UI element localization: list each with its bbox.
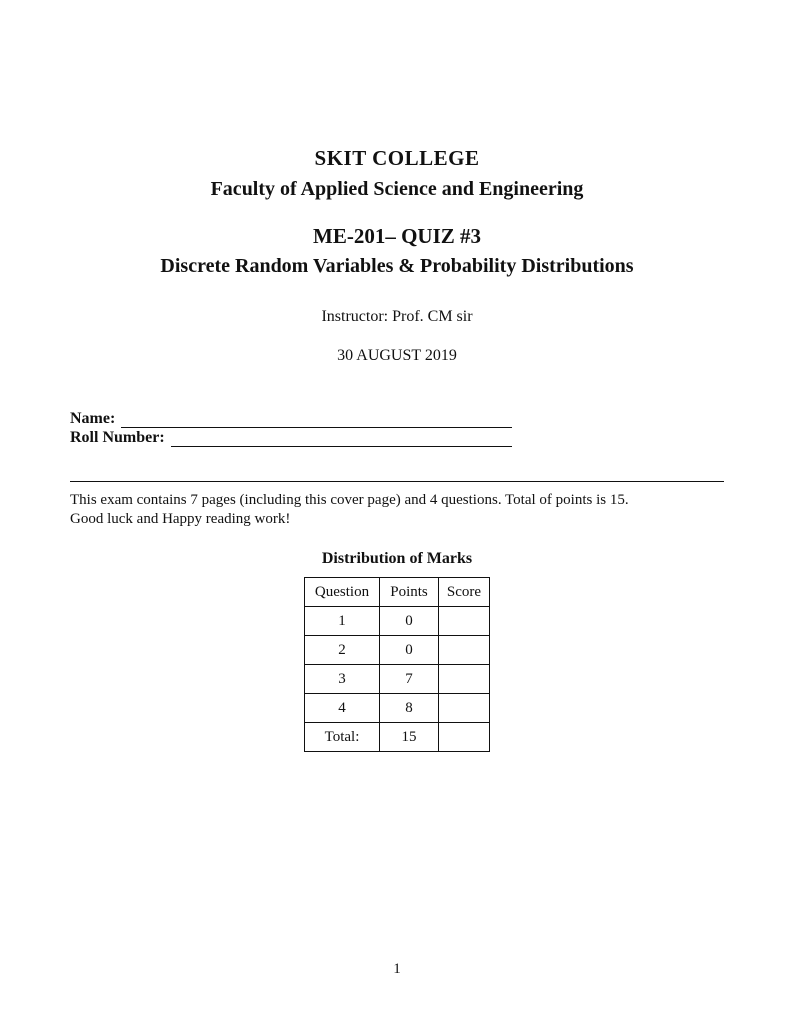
name-label: Name: <box>70 409 116 427</box>
header-score: Score <box>439 578 490 607</box>
points-cell: 0 <box>380 607 439 636</box>
college-title: SKIT COLLEGE <box>314 146 480 170</box>
score-cell <box>439 607 490 636</box>
table-row <box>305 665 490 694</box>
score-cell <box>439 636 490 665</box>
roll-number-fill-line <box>171 431 512 447</box>
points-cell: 7 <box>380 665 439 694</box>
points-cell: 15 <box>380 723 439 752</box>
marks-table-title: Distribution of Marks <box>321 550 473 568</box>
header-points: Points <box>380 578 439 607</box>
quiz-title: ME-201– QUIZ #3 <box>313 224 481 249</box>
exam-date: 30 AUGUST 2019 <box>337 346 457 364</box>
roll-number-field-row <box>70 428 512 447</box>
quiz-subtitle: Discrete Random Variables & Probability Distributions <box>160 255 634 278</box>
score-cell <box>439 665 490 694</box>
exam-info-paragraph <box>70 491 724 529</box>
table-row <box>305 694 490 723</box>
score-cell <box>439 694 490 723</box>
question-cell: 1 <box>305 607 380 636</box>
name-field-row <box>70 409 512 428</box>
exam-info-line-2: Good luck and Happy reading work! <box>70 510 291 527</box>
exam-info-line-1: This exam contains 7 pages (including this cover page) and 4 questions. Total of points is 15. <box>70 491 629 508</box>
header-block <box>0 0 794 365</box>
question-cell: 4 <box>305 694 380 723</box>
distribution-of-marks-table <box>304 577 490 752</box>
points-cell: 8 <box>380 694 439 723</box>
question-cell: 3 <box>305 665 380 694</box>
points-cell: 0 <box>380 636 439 665</box>
fill-in-fields <box>70 409 512 447</box>
question-cell: 2 <box>305 636 380 665</box>
name-fill-line <box>121 412 512 428</box>
header-question: Question <box>305 578 380 607</box>
table-row <box>305 636 490 665</box>
score-cell <box>439 723 490 752</box>
table-row <box>305 607 490 636</box>
table-header-row <box>305 578 490 607</box>
roll-number-label: Roll Number: <box>70 428 165 446</box>
table-total-row <box>305 723 490 752</box>
divider-rule <box>70 481 724 482</box>
faculty-title: Faculty of Applied Science and Engineering <box>210 178 584 201</box>
question-cell: Total: <box>305 723 380 752</box>
page-number: 1 <box>393 961 401 977</box>
instructor-line: Instructor: Prof. CM sir <box>321 308 473 326</box>
